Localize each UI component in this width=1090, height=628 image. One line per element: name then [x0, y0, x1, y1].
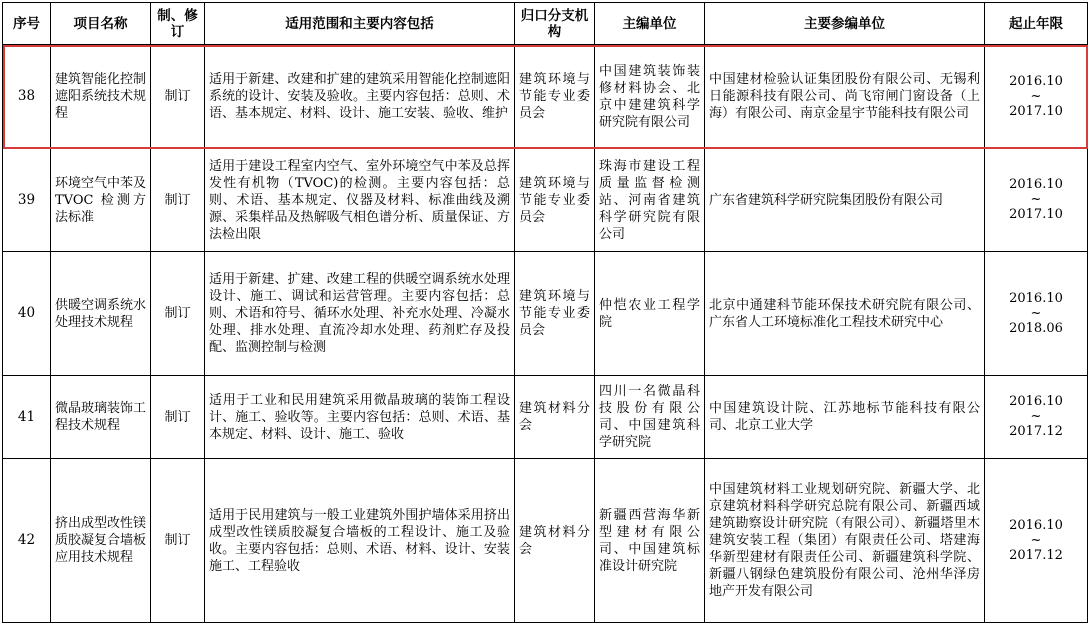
table-row-42[interactable]: [3, 459, 1088, 623]
period-end: 2017.10: [1009, 207, 1063, 222]
header-name: 项目名称: [51, 3, 151, 45]
table-row-39[interactable]: [3, 149, 1088, 252]
cell-seq: 39: [3, 149, 51, 252]
period-end: 2017.12: [1009, 547, 1063, 563]
cell-period: [985, 252, 1088, 376]
period-end: 2017.10: [1009, 103, 1063, 119]
period-start: 2016.10: [1009, 177, 1063, 192]
standards-table: [2, 2, 1088, 623]
cell-scope: 适用于民用建筑与一般工业建筑外围护墙体采用挤出成型改性镁质胶凝复合墙板的工程设计、施工及验收。主要内容包括：总则、术语、材料、设计、安装施工、工程验收: [205, 459, 515, 623]
cell-branch: 建筑环境与节能专业委员会: [515, 149, 595, 252]
header-seq: 序号: [3, 3, 51, 45]
cell-period: [985, 376, 1088, 459]
cell-type: 制订: [151, 252, 205, 376]
period-start: 2016.10: [1009, 517, 1063, 533]
cell-name: 挤出成型改性镁质胶凝复合墙板应用技术规程: [51, 459, 151, 623]
cell-lead: 珠海市建设工程质量监督检测站、河南省建筑科学研究院有限公司: [595, 149, 705, 252]
cell-seq: 42: [3, 459, 51, 623]
cell-partners: 中国建筑设计院、江苏地标节能科技有限公司、北京工业大学: [705, 376, 985, 459]
header-lead: 主编单位: [595, 3, 705, 45]
cell-name: 微晶玻璃装饰工程技术规程: [51, 376, 151, 459]
cell-period: [985, 45, 1088, 149]
header-type: 制、修订: [151, 3, 205, 45]
header-branch: 归口分支机构: [515, 3, 595, 45]
table-row-38[interactable]: [3, 45, 1088, 149]
cell-branch: 建筑材料分会: [515, 376, 595, 459]
header-scope: 适用范围和主要内容包括: [205, 3, 515, 45]
cell-branch: 建筑材料分会: [515, 459, 595, 623]
cell-name: 建筑智能化控制遮阳系统技术规程: [51, 45, 151, 149]
cell-scope: 适用于建设工程室内空气、室外环境空气中苯及总挥发性有机物（TVOC)的检测。主要内容包括：总则、术语、基本规定、仪器及材料、标准曲线及溯源、采集样品及热解吸气相色谱分析、质量保证、方法检出限: [205, 149, 515, 252]
cell-partners: 广东省建筑科学研究院集团股份有限公司: [705, 149, 985, 252]
period-tilde: ~: [1030, 532, 1042, 548]
cell-partners: 北京中通建科节能环保技术研究院有限公司、广东省人工环境标准化工程技术研究中心: [705, 252, 985, 376]
period-tilde: ~: [1030, 409, 1042, 424]
period-tilde: ~: [1030, 88, 1042, 104]
period-tilde: ~: [1030, 305, 1042, 321]
cell-period: [985, 149, 1088, 252]
header-partners: 主要参编单位: [705, 3, 985, 45]
cell-branch: 建筑环境与节能专业委员会: [515, 45, 595, 149]
cell-branch: 建筑环境与节能专业委员会: [515, 252, 595, 376]
cell-name: 供暖空调系统水处理技术规程: [51, 252, 151, 376]
cell-type: 制订: [151, 149, 205, 252]
cell-lead: 中国建筑装饰装修材料协会、北京中建建筑科学研究院有限公司: [595, 45, 705, 149]
period-start: 2016.10: [1009, 394, 1063, 409]
cell-lead: 四川一名微晶科技股份有限公司、中国建筑科学研究院: [595, 376, 705, 459]
period-start: 2016.10: [1009, 73, 1063, 89]
cell-type: 制订: [151, 376, 205, 459]
cell-lead: 仲恺农业工程学院: [595, 252, 705, 376]
cell-partners: 中国建材检验认证集团股份有限公司、无锡利日能源科技有限公司、尚飞帘闸门窗设备（上海）有限公司、南京金星宇节能科技有限公司: [705, 45, 985, 149]
cell-seq: 40: [3, 252, 51, 376]
cell-name: 环境空气中苯及 TVOC 检测方法标准: [51, 149, 151, 252]
period-end: 2017.12: [1009, 424, 1063, 439]
cell-seq: 41: [3, 376, 51, 459]
cell-scope: 适用于新建、扩建、改建工程的供暖空调系统水处理设计、施工、调试和运营管理。主要内容包括：总则、术语和符号、循环水处理、补充水处理、冷凝水处理、排水处理、直流冷却水处理、药剂贮存及投配、监测控制与检测: [205, 252, 515, 376]
header-period: 起止年限: [985, 3, 1088, 45]
cell-type: 制订: [151, 45, 205, 149]
header-row: [3, 3, 1088, 45]
cell-type: 制订: [151, 459, 205, 623]
cell-scope: 适用于工业和民用建筑采用微晶玻璃的装饰工程设计、施工、验收等。主要内容包括：总则、术语、基本规定、材料、设计、施工、验收: [205, 376, 515, 459]
cell-lead: 新疆西营海华新型建材有限公司、中国建筑标准设计研究院: [595, 459, 705, 623]
period-end: 2018.06: [1009, 320, 1063, 336]
cell-partners: 中国建筑材料工业规划研究院、新疆大学、北京建筑材料科学研究总院有限公司、新疆西域建筑勘察设计研究院（有限公司）、新疆塔里木建筑安装工程（集团）有限责任公司、塔建海华新型建材有限责任公司、新疆建筑科学院、新疆八钢绿色建筑股份有限公司、沧州华泽房地产开发有限公司: [705, 459, 985, 623]
table-row-41[interactable]: [3, 376, 1088, 459]
cell-period: [985, 459, 1088, 623]
period-start: 2016.10: [1009, 290, 1063, 306]
cell-seq: 38: [3, 45, 51, 149]
table-row-40[interactable]: [3, 252, 1088, 376]
period-tilde: ~: [1030, 192, 1042, 207]
cell-scope: 适用于新建、改建和扩建的建筑采用智能化控制遮阳系统的设计、安装及验收。主要内容包括：总则、术语、基本规定、材料、设计、施工安装、验收、维护: [205, 45, 515, 149]
